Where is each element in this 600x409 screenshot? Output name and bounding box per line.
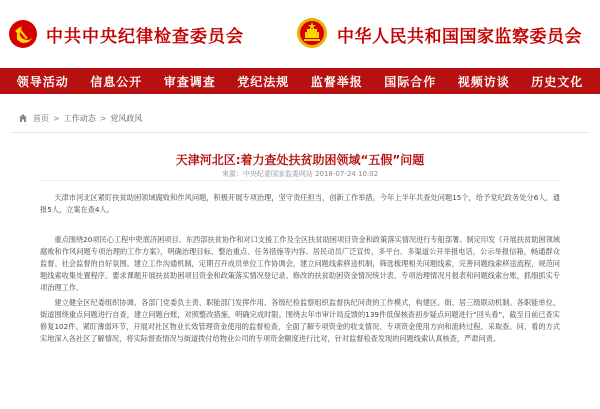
- breadcrumb-separator: >: [99, 113, 107, 123]
- meta-divider: [40, 180, 560, 181]
- nsc-title[interactable]: 中华人民共和国国家监察委员会: [337, 27, 582, 47]
- site-header: [0, 0, 600, 68]
- article-paragraph: 重点围绕20项民心工程中兜底济困项目、东西部扶贫协作和对口支援工作及全区扶贫助困项目资金和政策落实情况进行专船部署。制定印发《开展扶贫助困领域腐败和作风问题专项治理的工作方案》，明确治理目标、整治重点、任务措施等内容。居民动员广泛宣传，多平台、多渠道公开举报电话，公示举报信箱，畅通群众监督、社会监督的自好氛围。建立工作沟通机制，定期召开成员单位工作协调会，建立问题线索移送机制，筛选梳理相关问题线索，完善问题线索移送流程，规范问题线索收集处置程序。要求课题开展扶贫助困项目资金和政策落实情况登记录、修改的扶贫助困资金情况统计表、专项治理情况月报表和问题线索台账，抓细抓实专项治理工作。: [40, 235, 560, 292]
- breadcrumb-home[interactable]: 首页: [33, 113, 49, 123]
- breadcrumb-work-news[interactable]: 工作动态: [63, 113, 96, 123]
- nav-item-regulations[interactable]: 党纪法规: [237, 74, 290, 89]
- nav-item-video[interactable]: 视频访谈: [457, 74, 510, 89]
- nav-item-report[interactable]: 监督举报: [310, 74, 363, 89]
- nav-item-info-disclosure[interactable]: 信息公开: [90, 74, 143, 89]
- nav-item-leadership[interactable]: 领导活动: [16, 74, 69, 89]
- ccdi-title[interactable]: 中共中央纪律检查委员会: [46, 27, 244, 47]
- article-paragraph: 天津市河北区紧盯扶贫助困领域腐败和作风问题，积极开展专项治理，坚守责任担当，创新工作举措，今年上半年共查处问题15个，给予党纪政务处分6人，通报5人，立案在查4人。: [40, 193, 560, 214]
- article-paragraph: 建立健全区纪委组织协调、各部门党委负主责、职能部门发挥作用、各级纪检监察组织监督执纪问责的工作模式，构建区、街、居三级联动机制。各职能单位、街道围绕重点问题进行自查，建立问题台账，对照整改措施，明确完成时限。围绕去年市审计局反馈的139件低保核查初步疑点问题进行“回头看”，截至目前已查实修复102件。紧盯薄弱环节，开展对社区物业长效管理资金使用的监督检查，全面了解专项资金的收支情况、专项资金使用方向和流转过程。采取查、问、看的方式实地深入各社区了解情况，将实际督查情况与街道拨付给物业公司的专项资金额度进行比对，针对监督检查发现的问题线索认真核查，严肃问责。: [40, 298, 560, 343]
- national-emblem-icon: [296, 17, 328, 49]
- nav-item-investigation[interactable]: 审查调查: [163, 74, 216, 89]
- nav-item-history[interactable]: 历史文化: [531, 74, 584, 89]
- article-meta: 来源：中央纪委国家监委网站 2018-07-24 10:02: [221, 170, 379, 178]
- party-emblem-icon: [8, 19, 38, 49]
- breadcrumb-divider: [12, 132, 588, 133]
- nav-item-international[interactable]: 国际合作: [384, 74, 437, 89]
- home-icon[interactable]: [18, 113, 28, 123]
- breadcrumb-separator: >: [53, 113, 60, 123]
- article-title: 天津河北区:着力查处扶贫助困领域“五假”问题: [175, 153, 425, 167]
- breadcrumb: [18, 111, 142, 125]
- breadcrumb-party-style[interactable]: 党风政风: [110, 113, 143, 123]
- main-nav: [0, 68, 600, 94]
